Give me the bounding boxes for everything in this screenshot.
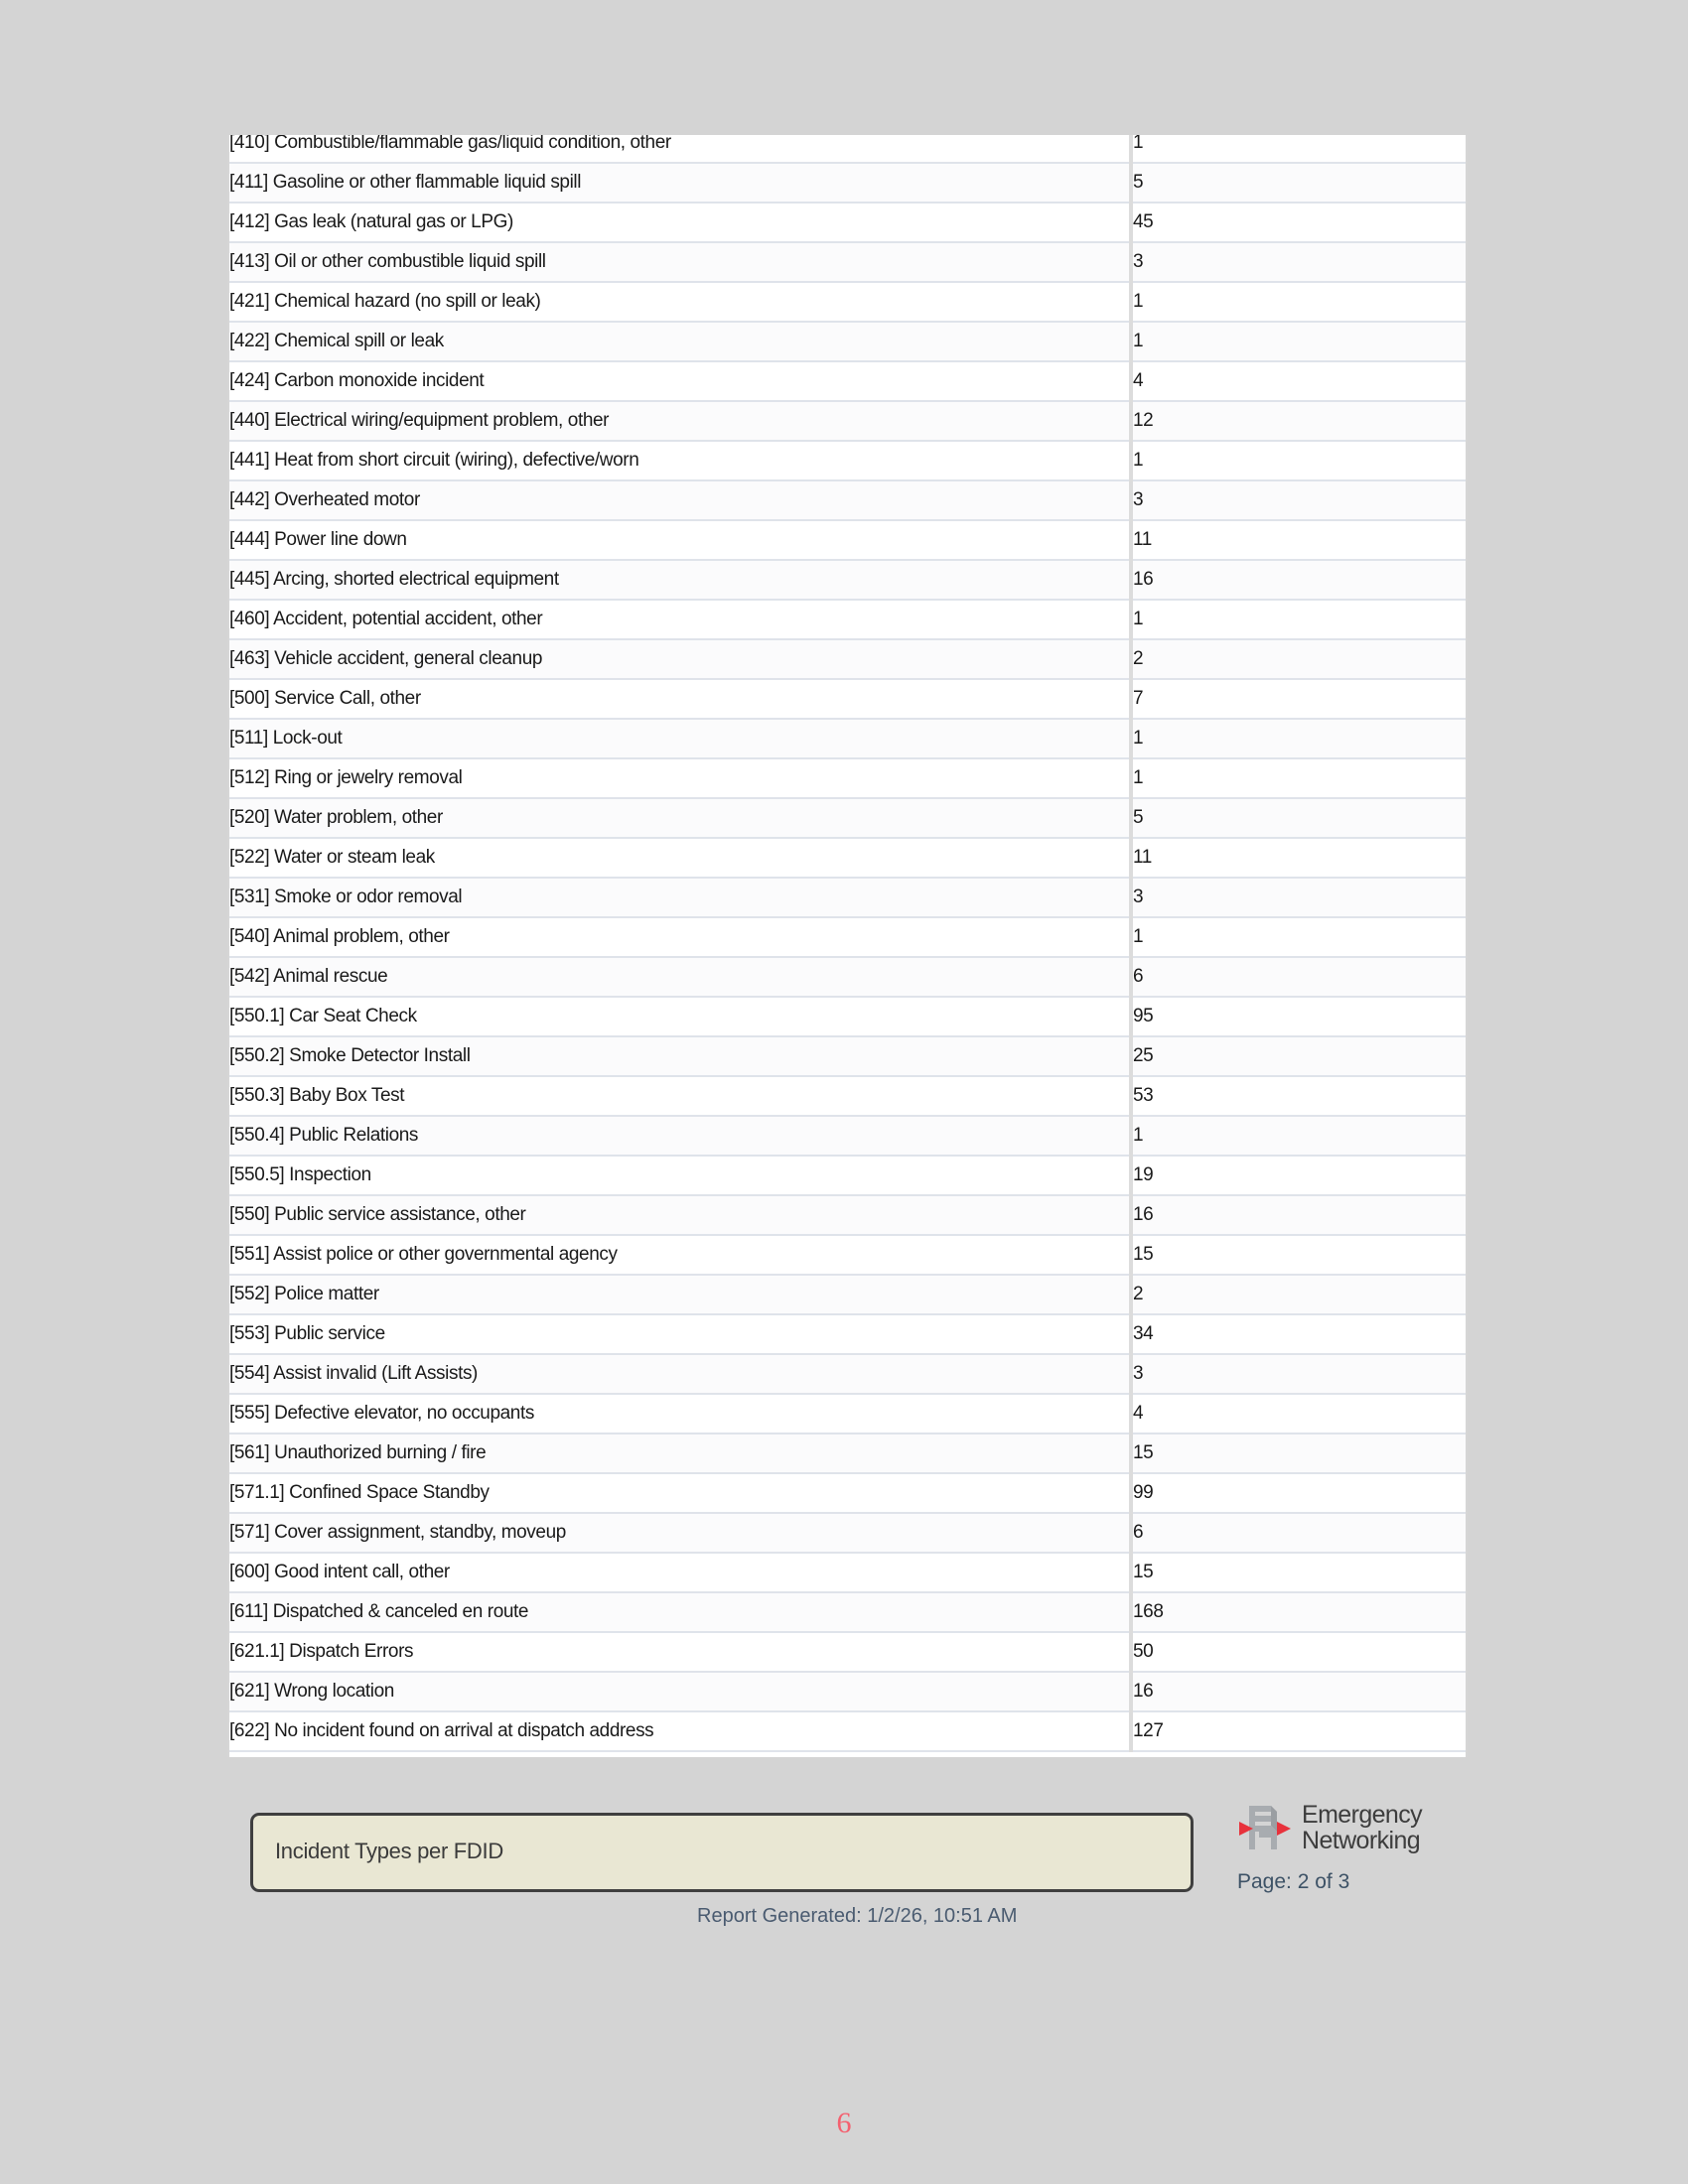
table-row xyxy=(229,1433,1466,1473)
incident-type-description: [422] Chemical spill or leak xyxy=(229,322,1131,361)
incident-type-description: [442] Overheated motor xyxy=(229,480,1131,520)
table-row xyxy=(229,1592,1466,1632)
incident-type-count: 1 xyxy=(1131,600,1466,639)
incident-type-description: [571] Cover assignment, standby, moveup xyxy=(229,1513,1131,1553)
bottom-page-number: 6 xyxy=(836,2107,852,2139)
table-body xyxy=(229,135,1466,1751)
table-row xyxy=(229,719,1466,758)
incident-type-count: 1 xyxy=(1131,1116,1466,1156)
incident-type-count: 6 xyxy=(1131,957,1466,997)
incident-type-count: 3 xyxy=(1131,878,1466,917)
incident-type-count: 16 xyxy=(1131,1672,1466,1711)
report-generated-timestamp: Report Generated: 1/2/26, 10:51 AM xyxy=(697,1905,1018,1927)
incident-type-description: [552] Police matter xyxy=(229,1275,1131,1314)
incident-types-table xyxy=(229,135,1466,1752)
incident-type-description: [540] Animal problem, other xyxy=(229,917,1131,957)
table-row xyxy=(229,1354,1466,1394)
incident-types-table-container xyxy=(227,135,1468,1757)
incident-type-count: 25 xyxy=(1131,1036,1466,1076)
table-row xyxy=(229,1473,1466,1513)
incident-type-description: [424] Carbon monoxide incident xyxy=(229,361,1131,401)
incident-type-count: 3 xyxy=(1131,480,1466,520)
table-row xyxy=(229,282,1466,322)
incident-type-description: [553] Public service xyxy=(229,1314,1131,1354)
page-indicator: Page: 2 of 3 xyxy=(1237,1870,1350,1893)
incident-type-description: [421] Chemical hazard (no spill or leak) xyxy=(229,282,1131,322)
incident-type-description: [522] Water or steam leak xyxy=(229,838,1131,878)
incident-type-description: [500] Service Call, other xyxy=(229,679,1131,719)
table-row xyxy=(229,1553,1466,1592)
incident-type-count: 15 xyxy=(1131,1235,1466,1275)
incident-type-count: 15 xyxy=(1131,1553,1466,1592)
table-row xyxy=(229,1036,1466,1076)
incident-type-count: 50 xyxy=(1131,1632,1466,1672)
table-row xyxy=(229,203,1466,242)
brand-name-line-2: Networking xyxy=(1302,1827,1421,1854)
incident-type-count: 1 xyxy=(1131,758,1466,798)
incident-type-count: 1 xyxy=(1131,135,1466,163)
table-row xyxy=(229,361,1466,401)
incident-type-count: 53 xyxy=(1131,1076,1466,1116)
incident-type-count: 1 xyxy=(1131,441,1466,480)
incident-type-count: 1 xyxy=(1131,282,1466,322)
emergency-networking-logo-icon xyxy=(1237,1802,1293,1853)
incident-type-count: 3 xyxy=(1131,242,1466,282)
table-row xyxy=(229,1195,1466,1235)
incident-type-description: [512] Ring or jewelry removal xyxy=(229,758,1131,798)
table-row xyxy=(229,322,1466,361)
incident-type-description: [440] Electrical wiring/equipment problem, other xyxy=(229,401,1131,441)
table-row xyxy=(229,135,1466,163)
incident-type-description: [550.2] Smoke Detector Install xyxy=(229,1036,1131,1076)
incident-type-count: 2 xyxy=(1131,1275,1466,1314)
incident-type-count: 12 xyxy=(1131,401,1466,441)
incident-type-count: 11 xyxy=(1131,520,1466,560)
incident-type-count: 7 xyxy=(1131,679,1466,719)
incident-type-description: [554] Assist invalid (Lift Assists) xyxy=(229,1354,1131,1394)
brand-block xyxy=(1237,1802,1476,1911)
incident-type-description: [441] Heat from short circuit (wiring), defective/worn xyxy=(229,441,1131,480)
incident-type-description: [413] Oil or other combustible liquid spill xyxy=(229,242,1131,282)
incident-type-count: 15 xyxy=(1131,1433,1466,1473)
incident-type-description: [410] Combustible/flammable gas/liquid condition, other xyxy=(229,135,1131,163)
incident-type-description: [571.1] Confined Space Standby xyxy=(229,1473,1131,1513)
table-row xyxy=(229,242,1466,282)
incident-type-count: 45 xyxy=(1131,203,1466,242)
table-row xyxy=(229,1275,1466,1314)
incident-type-description: [555] Defective elevator, no occupants xyxy=(229,1394,1131,1433)
incident-type-description: [550.3] Baby Box Test xyxy=(229,1076,1131,1116)
incident-type-description: [444] Power line down xyxy=(229,520,1131,560)
incident-type-count: 34 xyxy=(1131,1314,1466,1354)
incident-type-description: [600] Good intent call, other xyxy=(229,1553,1131,1592)
incident-type-description: [550.5] Inspection xyxy=(229,1156,1131,1195)
table-row xyxy=(229,1235,1466,1275)
table-row xyxy=(229,1513,1466,1553)
table-row xyxy=(229,838,1466,878)
table-row xyxy=(229,1711,1466,1751)
table-row xyxy=(229,957,1466,997)
table-row xyxy=(229,1156,1466,1195)
table-row xyxy=(229,441,1466,480)
table-row xyxy=(229,1672,1466,1711)
incident-type-count: 6 xyxy=(1131,1513,1466,1553)
table-row xyxy=(229,1076,1466,1116)
incident-type-description: [561] Unauthorized burning / fire xyxy=(229,1433,1131,1473)
table-row xyxy=(229,878,1466,917)
report-title-label: Incident Types per FDID xyxy=(275,1839,503,1863)
incident-type-count: 4 xyxy=(1131,1394,1466,1433)
brand-name xyxy=(1302,1802,1422,1853)
incident-type-description: [412] Gas leak (natural gas or LPG) xyxy=(229,203,1131,242)
brand-logo-row xyxy=(1237,1802,1476,1853)
incident-type-count: 168 xyxy=(1131,1592,1466,1632)
incident-type-count: 2 xyxy=(1131,639,1466,679)
table-row xyxy=(229,1116,1466,1156)
incident-type-description: [531] Smoke or odor removal xyxy=(229,878,1131,917)
table-row xyxy=(229,1632,1466,1672)
incident-type-count: 11 xyxy=(1131,838,1466,878)
table-row xyxy=(229,480,1466,520)
incident-type-description: [622] No incident found on arrival at dispatch address xyxy=(229,1711,1131,1751)
table-row xyxy=(229,639,1466,679)
incident-type-description: [621] Wrong location xyxy=(229,1672,1131,1711)
incident-type-description: [611] Dispatched & canceled en route xyxy=(229,1592,1131,1632)
table-row xyxy=(229,600,1466,639)
incident-type-description: [542] Animal rescue xyxy=(229,957,1131,997)
incident-type-count: 16 xyxy=(1131,560,1466,600)
incident-type-count: 4 xyxy=(1131,361,1466,401)
table-row xyxy=(229,163,1466,203)
incident-type-count: 127 xyxy=(1131,1711,1466,1751)
incident-type-description: [550] Public service assistance, other xyxy=(229,1195,1131,1235)
incident-type-count: 16 xyxy=(1131,1195,1466,1235)
incident-type-description: [621.1] Dispatch Errors xyxy=(229,1632,1131,1672)
incident-type-count: 1 xyxy=(1131,322,1466,361)
table-row xyxy=(229,1394,1466,1433)
table-row xyxy=(229,401,1466,441)
report-title-box xyxy=(250,1813,1194,1892)
incident-type-description: [460] Accident, potential accident, other xyxy=(229,600,1131,639)
incident-type-description: [445] Arcing, shorted electrical equipment xyxy=(229,560,1131,600)
table-row xyxy=(229,520,1466,560)
table-row xyxy=(229,997,1466,1036)
table-row xyxy=(229,758,1466,798)
table-row xyxy=(229,798,1466,838)
table-row xyxy=(229,560,1466,600)
brand-name-line-1: Emergency xyxy=(1302,1801,1423,1829)
table-row xyxy=(229,917,1466,957)
table-row xyxy=(229,679,1466,719)
incident-type-count: 1 xyxy=(1131,917,1466,957)
incident-type-description: [550.1] Car Seat Check xyxy=(229,997,1131,1036)
incident-type-count: 5 xyxy=(1131,163,1466,203)
incident-type-count: 3 xyxy=(1131,1354,1466,1394)
incident-type-description: [463] Vehicle accident, general cleanup xyxy=(229,639,1131,679)
incident-type-count: 19 xyxy=(1131,1156,1466,1195)
incident-type-count: 5 xyxy=(1131,798,1466,838)
incident-type-count: 95 xyxy=(1131,997,1466,1036)
incident-type-description: [411] Gasoline or other flammable liquid spill xyxy=(229,163,1131,203)
table-row xyxy=(229,1314,1466,1354)
incident-type-description: [551] Assist police or other governmental agency xyxy=(229,1235,1131,1275)
incident-type-description: [511] Lock-out xyxy=(229,719,1131,758)
incident-type-count: 99 xyxy=(1131,1473,1466,1513)
incident-type-count: 1 xyxy=(1131,719,1466,758)
incident-type-description: [550.4] Public Relations xyxy=(229,1116,1131,1156)
incident-type-description: [520] Water problem, other xyxy=(229,798,1131,838)
